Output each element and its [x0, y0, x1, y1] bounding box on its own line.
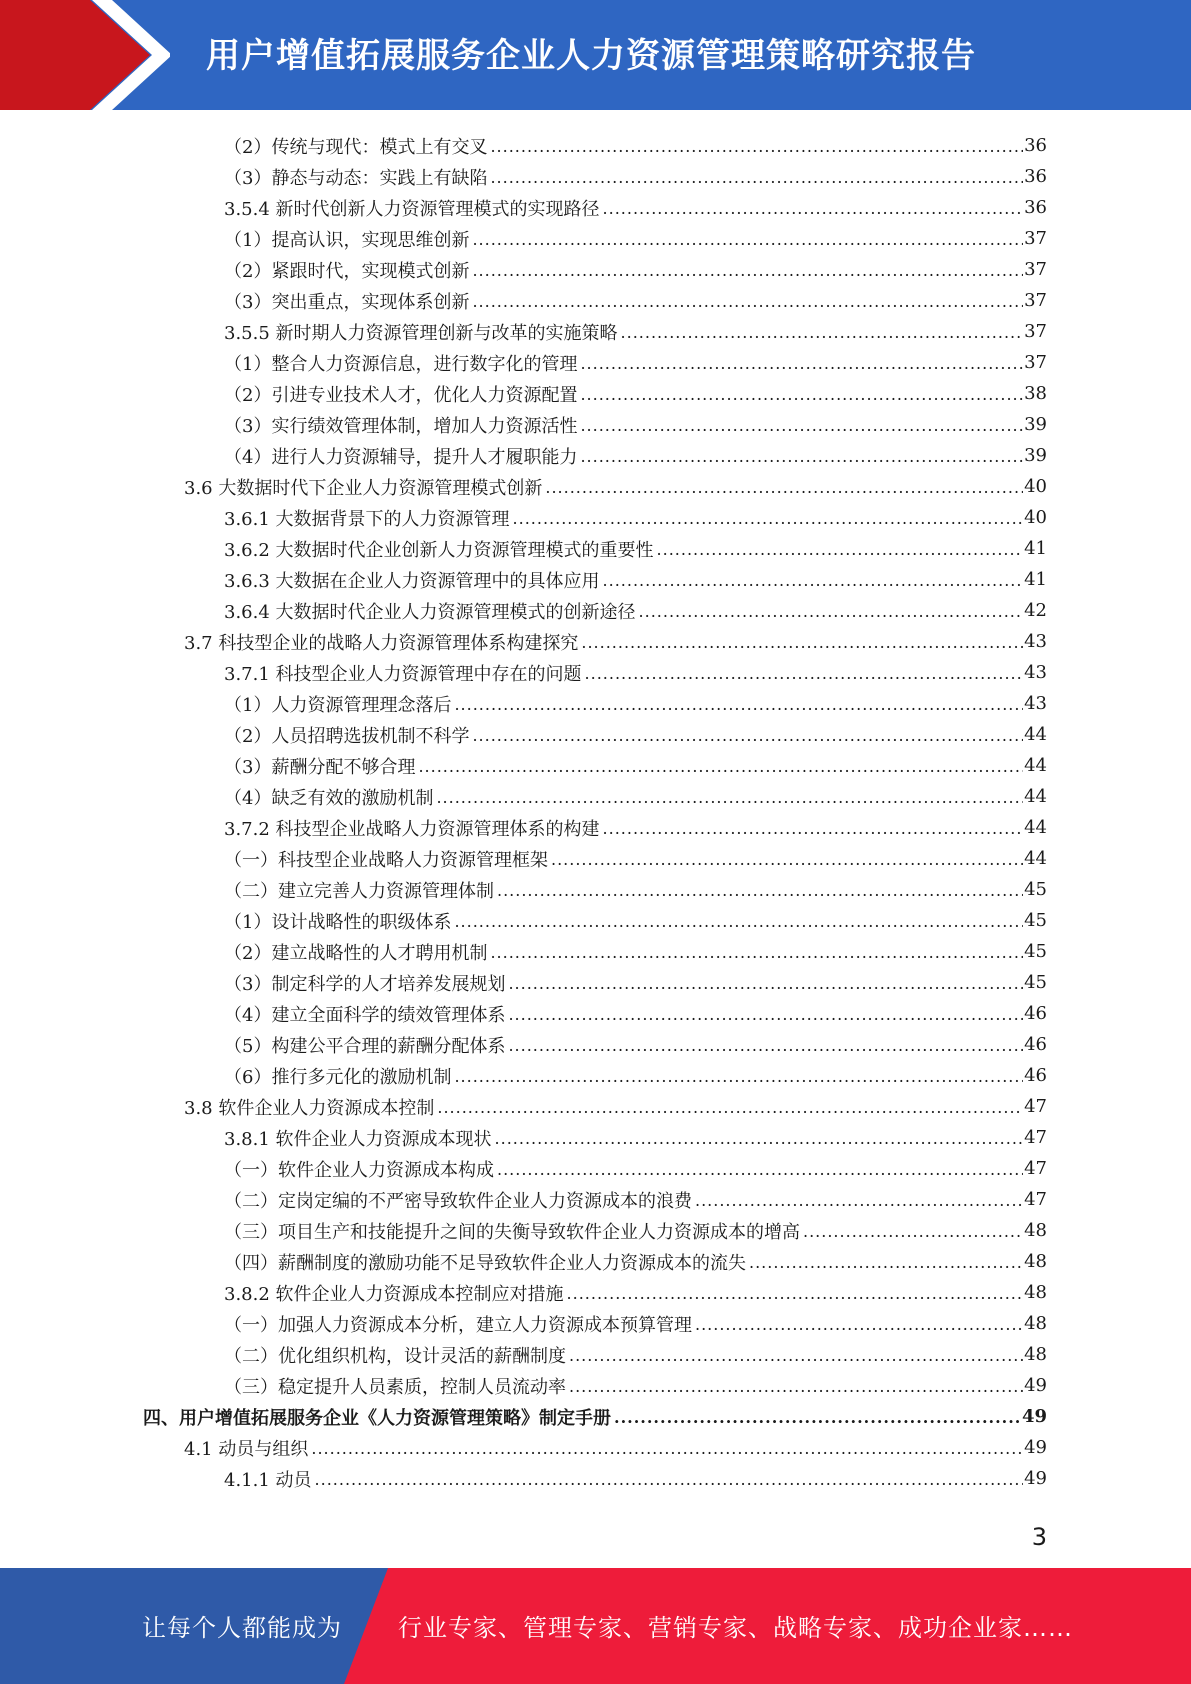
toc-entry-label: （3）制定科学的人才培养发展规划	[224, 973, 506, 995]
toc-entry-label: （二）定岗定编的不严密导致软件企业人力资源成本的浪费	[224, 1190, 692, 1212]
toc-entry[interactable]	[224, 719, 1047, 750]
toc-entry-page: 47	[1024, 1158, 1047, 1179]
toc-entry-page: 40	[1024, 476, 1047, 497]
toc-entry-label: （5）构建公平合理的薪酬分配体系	[224, 1035, 506, 1057]
toc-dot-leader	[436, 787, 1023, 807]
toc-entry[interactable]	[224, 750, 1047, 781]
toc-entry-page: 41	[1024, 538, 1047, 559]
toc-entry-label: 3.6.4 大数据时代企业人力资源管理模式的创新途径	[224, 601, 636, 623]
toc-dot-leader	[497, 880, 1023, 900]
toc-entry-page: 37	[1024, 321, 1047, 342]
toc-entry-page: 38	[1024, 383, 1047, 404]
toc-dot-leader	[749, 1252, 1023, 1272]
toc-entry-page: 44	[1024, 786, 1047, 807]
toc-entry[interactable]	[143, 1401, 1047, 1432]
toc-entry[interactable]	[224, 1153, 1047, 1184]
toc-dot-leader	[472, 291, 1023, 311]
toc-entry-page: 36	[1024, 197, 1047, 218]
toc-entry[interactable]	[224, 502, 1047, 533]
toc-entry[interactable]	[224, 1246, 1047, 1277]
toc-entry-label: （2）传统与现代：模式上有交叉	[224, 136, 488, 158]
toc-entry-page: 40	[1024, 507, 1047, 528]
toc-entry-label: （2）人员招聘选拔机制不科学	[224, 725, 470, 747]
toc-entry-label: （3）突出重点，实现体系创新	[224, 291, 470, 313]
toc-dot-leader	[621, 322, 1024, 342]
toc-entry-page: 45	[1024, 972, 1047, 993]
toc-dot-leader	[508, 973, 1023, 993]
toc-dot-leader	[490, 136, 1023, 156]
toc-entry-page: 47	[1024, 1127, 1047, 1148]
toc-dot-leader	[472, 725, 1023, 745]
toc-entry-label: 3.6.3 大数据在企业人力资源管理中的具体应用	[224, 570, 600, 592]
toc-dot-leader	[551, 849, 1023, 869]
toc-entry-page: 43	[1024, 693, 1047, 714]
toc-entry-label: 四、用户增值拓展服务企业《人力资源管理策略》制定手册	[143, 1407, 611, 1429]
toc-entry-label: （4）进行人力资源辅导，提升人才履职能力	[224, 446, 578, 468]
toc-entry-label: 4.1.1 动员	[224, 1469, 312, 1491]
toc-entry[interactable]	[224, 595, 1047, 626]
toc-entry-page: 43	[1024, 662, 1047, 683]
toc-entry-label: （二）建立完善人力资源管理体制	[224, 880, 494, 902]
toc-dot-leader	[803, 1221, 1023, 1241]
toc-entry-label: 3.6 大数据时代下企业人力资源管理模式创新	[184, 477, 543, 499]
toc-entry[interactable]	[224, 440, 1047, 471]
toc-dot-leader	[580, 353, 1023, 373]
toc-dot-leader	[508, 1035, 1023, 1055]
toc-dot-leader	[495, 1128, 1024, 1148]
toc-entry-label: 3.5.5 新时期人力资源管理创新与改革的实施策略	[224, 322, 618, 344]
toc-entry-label: （三）项目生产和技能提升之间的失衡导致软件企业人力资源成本的增高	[224, 1221, 800, 1243]
toc-dot-leader	[472, 260, 1023, 280]
toc-dot-leader	[490, 942, 1023, 962]
toc-entry-page: 46	[1024, 1003, 1047, 1024]
toc-dot-leader	[603, 818, 1024, 838]
toc-entry[interactable]	[224, 1060, 1047, 1091]
toc-dot-leader	[513, 508, 1024, 528]
toc-dot-leader	[657, 539, 1024, 559]
page-number: 3	[1031, 1523, 1047, 1551]
toc-dot-leader	[437, 1097, 1023, 1117]
toc-dot-leader	[580, 446, 1023, 466]
toc-entry[interactable]	[224, 564, 1047, 595]
toc-dot-leader	[695, 1314, 1023, 1334]
toc-entry-page: 47	[1024, 1189, 1047, 1210]
toc-entry-label: （1）提高认识，实现思维创新	[224, 229, 470, 251]
toc-dot-leader	[580, 384, 1023, 404]
toc-dot-leader	[567, 1283, 1024, 1303]
report-title: 用户增值拓展服务企业人力资源管理策略研究报告	[206, 36, 976, 76]
toc-entry[interactable]	[184, 471, 1047, 502]
toc-entry[interactable]	[224, 1215, 1047, 1246]
toc-entry[interactable]	[224, 378, 1047, 409]
toc-entry-page: 42	[1024, 600, 1047, 621]
toc-entry-page: 45	[1024, 941, 1047, 962]
toc-entry-label: （三）稳定提升人员素质，控制人员流动率	[224, 1376, 566, 1398]
toc-entry-label: （3）薪酬分配不够合理	[224, 756, 416, 778]
toc-entry[interactable]	[224, 316, 1047, 347]
toc-entry-page: 49	[1021, 1406, 1047, 1427]
toc-dot-leader	[581, 632, 1023, 652]
toc-dot-leader	[614, 1407, 1021, 1427]
toc-dot-leader	[545, 477, 1023, 497]
toc-entry-page: 48	[1024, 1220, 1047, 1241]
toc-entry-page: 43	[1024, 631, 1047, 652]
toc-entry-page: 49	[1024, 1375, 1047, 1396]
toc-entry-page: 36	[1024, 135, 1047, 156]
toc-entry[interactable]	[224, 533, 1047, 564]
toc-entry-label: （一）软件企业人力资源成本构成	[224, 1159, 494, 1181]
toc-entry[interactable]	[224, 1463, 1047, 1494]
toc-entry-label: （1）整合人力资源信息，进行数字化的管理	[224, 353, 578, 375]
toc-entry-page: 49	[1024, 1468, 1047, 1489]
toc-dot-leader	[490, 167, 1023, 187]
toc-entry-page: 48	[1024, 1251, 1047, 1272]
toc-entry[interactable]	[224, 905, 1047, 936]
toc-entry-page: 36	[1024, 166, 1047, 187]
toc-entry-label: （3）实行绩效管理体制，增加人力资源活性	[224, 415, 578, 437]
toc-entry[interactable]	[224, 1339, 1047, 1370]
toc-dot-leader	[569, 1345, 1023, 1365]
toc-entry-label: 3.6.2 大数据时代企业创新人力资源管理模式的重要性	[224, 539, 654, 561]
toc-dot-leader	[454, 911, 1023, 931]
toc-entry-label: （一）科技型企业战略人力资源管理框架	[224, 849, 548, 871]
toc-entry[interactable]	[224, 843, 1047, 874]
toc-entry-label: 3.7.2 科技型企业战略人力资源管理体系的构建	[224, 818, 600, 840]
toc-entry-page: 48	[1024, 1282, 1047, 1303]
toc-entry-label: （一）加强人力资源成本分析，建立人力资源成本预算管理	[224, 1314, 692, 1336]
toc-entry-page: 46	[1024, 1034, 1047, 1055]
toc-entry[interactable]	[224, 1370, 1047, 1401]
toc-entry[interactable]	[224, 1184, 1047, 1215]
toc-entry-page: 37	[1024, 290, 1047, 311]
toc-entry-label: 4.1 动员与组织	[184, 1438, 309, 1460]
toc-entry[interactable]	[184, 1091, 1047, 1122]
toc-entry-page: 49	[1024, 1437, 1047, 1458]
toc-entry-page: 41	[1024, 569, 1047, 590]
toc-entry-label: （2）引进专业技术人才，优化人力资源配置	[224, 384, 578, 406]
toc-entry-label: （4）缺乏有效的激励机制	[224, 787, 434, 809]
toc-entry[interactable]	[184, 1432, 1047, 1463]
toc-dot-leader	[603, 198, 1024, 218]
toc-dot-leader	[497, 1159, 1023, 1179]
toc-entry[interactable]	[224, 657, 1047, 688]
toc-entry-label: （1）设计战略性的职级体系	[224, 911, 452, 933]
toc-entry[interactable]	[224, 1122, 1047, 1153]
toc-entry-label: （二）优化组织机构，设计灵活的薪酬制度	[224, 1345, 566, 1367]
toc-dot-leader	[695, 1190, 1023, 1210]
toc-entry[interactable]	[224, 967, 1047, 998]
toc-entry[interactable]	[224, 1029, 1047, 1060]
toc-dot-leader	[569, 1376, 1023, 1396]
toc-dot-leader	[580, 415, 1023, 435]
toc-entry-label: 3.5.4 新时代创新人力资源管理模式的实现路径	[224, 198, 600, 220]
toc-entry[interactable]	[224, 285, 1047, 316]
toc-entry-label: （4）建立全面科学的绩效管理体系	[224, 1004, 506, 1026]
toc-entry-page: 37	[1024, 352, 1047, 373]
toc-entry-label: （四）薪酬制度的激励功能不足导致软件企业人力资源成本的流失	[224, 1252, 746, 1274]
toc-entry[interactable]	[224, 347, 1047, 378]
toc-entry[interactable]	[224, 936, 1047, 967]
footer-slogan-right: 行业专家、管理专家、营销专家、战略专家、成功企业家……	[398, 1614, 1073, 1642]
toc-entry[interactable]	[184, 626, 1047, 657]
toc-entry[interactable]	[224, 223, 1047, 254]
toc-entry-label: 3.8.2 软件企业人力资源成本控制应对措施	[224, 1283, 564, 1305]
toc-dot-leader	[454, 1066, 1023, 1086]
toc-dot-leader	[454, 694, 1023, 714]
toc-entry-page: 44	[1024, 755, 1047, 776]
toc-entry-label: （2）紧跟时代，实现模式创新	[224, 260, 470, 282]
toc-dot-leader	[315, 1469, 1024, 1489]
toc-entry-label: 3.8 软件企业人力资源成本控制	[184, 1097, 435, 1119]
toc-entry-page: 39	[1024, 414, 1047, 435]
toc-entry-label: （6）推行多元化的激励机制	[224, 1066, 452, 1088]
toc-dot-leader	[311, 1438, 1023, 1458]
toc-entry-page: 47	[1024, 1096, 1047, 1117]
toc-entry-label: 3.7.1 科技型企业人力资源管理中存在的问题	[224, 663, 582, 685]
toc-entry-page: 48	[1024, 1344, 1047, 1365]
toc-entry[interactable]	[224, 874, 1047, 905]
toc-entry-page: 44	[1024, 817, 1047, 838]
toc-entry-page: 48	[1024, 1313, 1047, 1334]
toc-entry[interactable]	[224, 130, 1047, 161]
page-header	[0, 0, 1191, 110]
toc-entry-label: 3.6.1 大数据背景下的人力资源管理	[224, 508, 510, 530]
toc-entry[interactable]	[224, 161, 1047, 192]
toc-entry-page: 44	[1024, 848, 1047, 869]
toc-dot-leader	[418, 756, 1023, 776]
toc-entry-page: 37	[1024, 259, 1047, 280]
toc-entry[interactable]	[224, 688, 1047, 719]
toc-dot-leader	[508, 1004, 1023, 1024]
toc-dot-leader	[472, 229, 1023, 249]
toc-entry[interactable]	[224, 254, 1047, 285]
toc-entry-page: 37	[1024, 228, 1047, 249]
toc-dot-leader	[585, 663, 1024, 683]
toc-entry[interactable]	[224, 1308, 1047, 1339]
toc-dot-leader	[603, 570, 1024, 590]
toc-entry[interactable]	[224, 192, 1047, 223]
toc-dot-leader	[639, 601, 1024, 621]
page-footer	[0, 1568, 1191, 1684]
toc-entry-label: 3.8.1 软件企业人力资源成本现状	[224, 1128, 492, 1150]
footer-slogan-left: 让每个人都能成为	[142, 1614, 342, 1642]
toc-entry[interactable]	[224, 812, 1047, 843]
toc-entry[interactable]	[224, 409, 1047, 440]
toc-entry-page: 39	[1024, 445, 1047, 466]
toc-entry-page: 45	[1024, 910, 1047, 931]
toc-entry-label: （3）静态与动态：实践上有缺陷	[224, 167, 488, 189]
toc-entry-label: （1）人力资源管理理念落后	[224, 694, 452, 716]
toc-entry-page: 46	[1024, 1065, 1047, 1086]
toc-entry-page: 45	[1024, 879, 1047, 900]
toc-entry[interactable]	[224, 781, 1047, 812]
toc-entry-label: 3.7 科技型企业的战略人力资源管理体系构建探究	[184, 632, 579, 654]
toc-entry-label: （2）建立战略性的人才聘用机制	[224, 942, 488, 964]
toc-entry-page: 44	[1024, 724, 1047, 745]
toc-entry[interactable]	[224, 998, 1047, 1029]
toc-entry[interactable]	[224, 1277, 1047, 1308]
